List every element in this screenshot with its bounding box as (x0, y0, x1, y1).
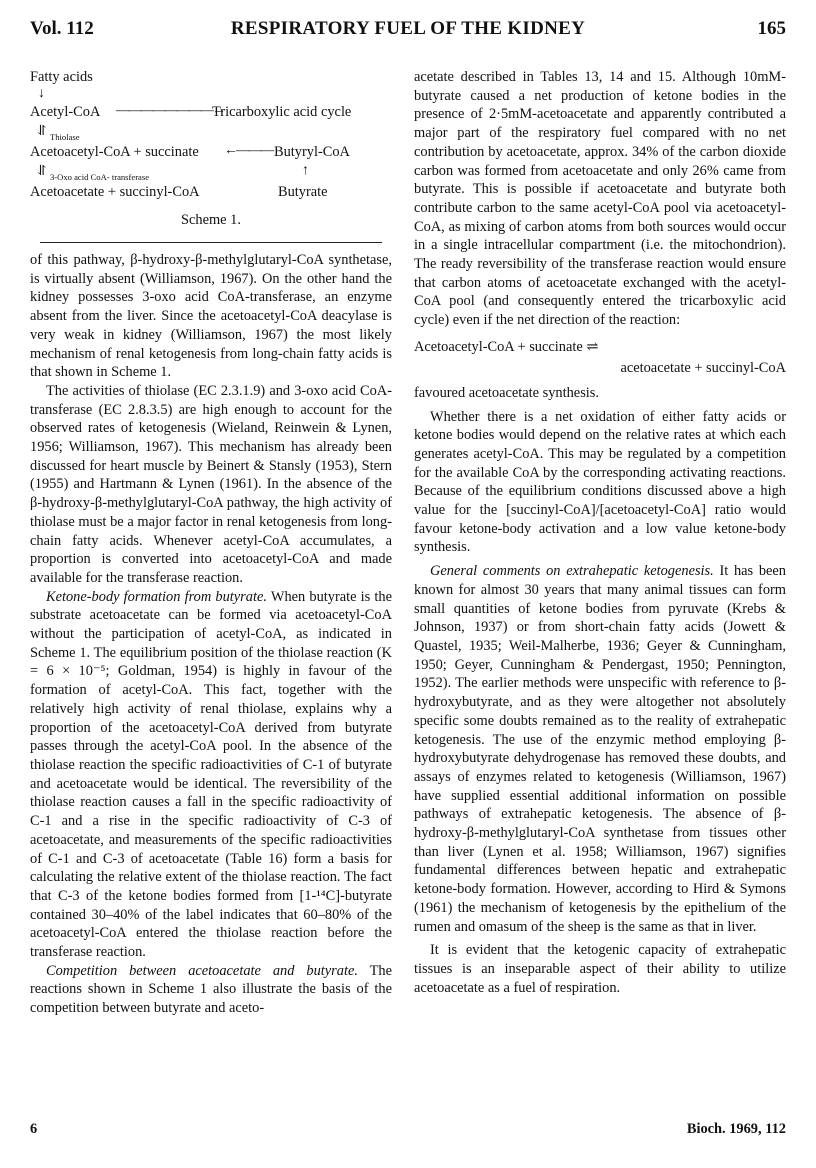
paragraph (30, 588, 392, 962)
equilibrium-arrow-icon: ⥯ (36, 124, 48, 139)
equation-right: acetoacetate + succinyl-CoA (620, 359, 786, 376)
signature-mark: 6 (30, 1121, 38, 1137)
left-arrow-icon: ←——— (224, 143, 272, 158)
divider (40, 242, 382, 243)
scheme-acetyl-coa: Acetyl-CoA (30, 104, 101, 120)
scheme-1-diagram (30, 68, 392, 236)
right-arrow-icon: ————————→ (116, 103, 224, 118)
paragraph: acetate described in Tables 13, 14 and 15. Although 10mM-butyrate caused a net production of ketone bodies in the presence of 2·5mM-acetoacetate and apparently contributed a major part of the respiratory fuel compared with no net contribution by acetoacetate, approx. 34% of the carbon dioxide carbon was formed from acetoacetate and only 26% came from butyrate. This is possible if acetoacetate and butyrate both contribute carbon to the same acetyl-CoA pool via acetoacetyl-CoA, as mixing of carbon atoms from both sources would occur in a single intracellular compartment (i.e. the mitochondrion). The ready reversibility of the transferase reaction would ensure that carbon atoms of acetoacetate exchanged with the acetyl-CoA pool (and consequently entered the tricarboxylic acid cycle) even if the net direction of the reaction: (414, 69, 786, 329)
reaction-equation (414, 336, 786, 380)
scheme-thiolase-label: Thiolase (50, 132, 80, 142)
equation-left: Acetoacetyl-CoA + succinate ⇌ (414, 338, 599, 355)
paragraph-text: It has been known for almost 30 years that many animal tissues can form small quantities of ketone bodies from pyruvate (Krebs & Johnson, 1937) or from short-chain fatty acids (Jowett & Quastel, 1935; Weil-Malherbe, 1936; Geyer & Cunningham, 1950; Geyer, Cunningham & Pendergast, 1950; Pennington, 1952). The earlier methods were unspecific with reference to β-hydroxybutyrate, and as they were altogether not absolutely specific some doubts remained as to the reality of extrahepatic ketogenesis. The use of the enzymic method employing β-hydroxybutyrate dehydrogenase has removed these doubts, and assays of enzymes related to ketogenesis (Williamson, 1967) have supplied essential additional information on possible pathways of extrahepatic ketogenesis. The absence of β-hydroxy-β-methylglutaryl-CoA synthetase from tissues other than liver (Lynen et al. 1958; Williamson, 1967) signifies fundamental differences between hepatic and extrahepatic ketone-body formation. However, according to Hird & Symons (1961) the mechanism of ketogenesis by the epithelium of the rumen and omasum of the sheep is the same as that in liver. (414, 563, 787, 935)
up-arrow-icon: ↑ (302, 163, 309, 178)
scheme-acetoacetate-succinyl: Acetoacetate + succinyl-CoA (30, 184, 200, 200)
page-number: 165 (757, 18, 786, 39)
paragraph (30, 962, 392, 1018)
paragraph: of this pathway, β-hydroxy-β-methylglutaryl-CoA synthetase, is virtually absent (Williamson, 1967). On the other hand the kidney possesses 3-oxo acid CoA-transferase, an enzyme absent from the liver. Since the acetoacetyl-CoA deacylase is very weak in kidney (Williamson, 1967) the most likely mechanism of renal ketogenesis from long-chain fatty acids is that shown in Scheme 1. (30, 252, 392, 381)
scheme-butyryl-coa: Butyryl-CoA (274, 144, 350, 160)
equilibrium-arrow-icon: ⥯ (36, 164, 48, 179)
scheme-fatty-acids: Fatty acids (30, 69, 93, 85)
paragraph: favoured acetoacetate synthesis. (414, 384, 599, 401)
scheme-tca-cycle: Tricarboxylic acid cycle (212, 104, 352, 120)
paragraph-text: The reactions shown in Scheme 1 also illustrate the basis of the competition between butyrate and aceto- (30, 962, 392, 1017)
paragraph: The activities of thiolase (EC 2.3.1.9) and 3-oxo acid CoA-transferase (EC 2.8.3.5) are high enough to account for the observed rates of ketogenesis (Wieland, Reinwein & Lynen, 1956; Williamson, 1967). This mechanism has already been discussed for heart muscle by Beinert & Stansly (1953), Stern (1955) and Hartmann & Lynen (1961). In the absence of the β-hydroxy-β-methylglutaryl-CoA pathway, the high activity of thiolase must be a major factor in renal ketogenesis from long-chain fatty acids. Whenever acetyl-CoA accumulates, a proportion is converted into acetoacetyl-CoA and made available for the transferase reaction. (30, 382, 392, 586)
scheme-acetoacetyl-succinate: Acetoacetyl-CoA + succinate (30, 144, 199, 160)
paragraph: Whether there is a net oxidation of either fatty acids or ketone bodies would depend on the relative rates at which each generates acetyl-CoA. This may be regulated by a competition for the available CoA by the corresponding activating reactions. Because of the equilibrium conditions discussed above a high value for the [succinyl-CoA]/[acetoacetyl-CoA] ratio would favour ketone-body activation and a low value ketone-body synthesis. (414, 408, 786, 556)
down-arrow-icon: ↓ (38, 86, 45, 101)
left-column (30, 68, 392, 1018)
section-heading: General comments on extrahepatic ketogenesis. (430, 563, 714, 580)
volume-number: Vol. 112 (30, 18, 94, 39)
paragraph (414, 562, 786, 936)
running-title: RESPIRATORY FUEL OF THE KIDNEY (230, 18, 586, 39)
section-heading: Ketone-body formation from butyrate. (46, 588, 267, 605)
section-heading: Competition between acetoacetate and butyrate. (46, 962, 358, 979)
scheme-butyrate: Butyrate (278, 184, 328, 200)
running-head (30, 8, 786, 38)
paragraph-text: When butyrate is the substrate acetoacetate can be formed via acetoacetyl-CoA without the participation of acetyl-CoA, as indicated in Scheme 1. The equilibrium position of the thiolase reaction (K = 6 × 10⁻⁵; Goldman, 1954) is highly in favour of the formation of acetyl-CoA. This fact, together with the relatively high activity of renal thiolase, explains why a proportion of the acetoacetyl-CoA derived from butyrate passes through the acetyl-CoA pool. In the absence of the thiolase reaction the specific radioactivities of C-1 of butyrate and acetoacetate would be identical. The reversibility of the thiolase reaction causes a fall in the specific radioactivity of C-1 and a rise in the specific radioactivity of C-3 of acetoacetate, and measurements of the specific radioactivities of C-1 and C-3 of acetoacetate (Table 16) form a basis for calculating the relative extent of the thiolase reaction. The fact that C-3 of the ketone bodies formed from [1-¹⁴C]-butyrate contained 30–40% of the label indicates that 60–80% of the acetoacetyl-CoA entered the thiolase reaction before the transferase reaction. (30, 588, 393, 961)
right-column (414, 68, 786, 997)
scheme-caption: Scheme 1. (181, 212, 241, 228)
journal-citation: Bioch. 1969, 112 (686, 1121, 786, 1137)
scheme-transferase-label: 3-Oxo acid CoA- transferase (50, 172, 150, 182)
paragraph: It is evident that the ketogenic capacity of extrahepatic tissues is an inseparable aspect of their ability to utilize acetoacetate as a fuel of respiration. (414, 942, 786, 996)
